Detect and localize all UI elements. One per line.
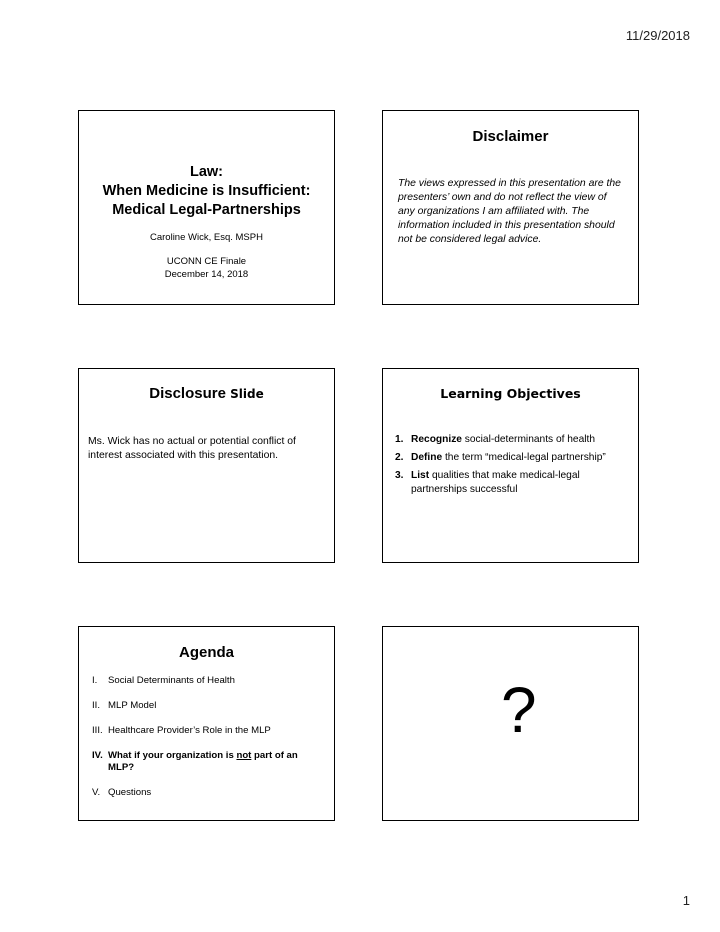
slide-disclosure — [78, 368, 335, 563]
agenda-text: Healthcare Provider’s Role in the MLP — [108, 725, 271, 736]
objective-number: 2. — [395, 452, 404, 463]
author: Caroline Wick, Esq. MSPH — [150, 232, 263, 243]
disclosure-heading-main: Disclosure — [149, 385, 226, 402]
event-name: UCONN CE Finale — [166, 256, 247, 267]
objective-text: social-determinants of health — [461, 434, 596, 445]
disclaimer-text: The views expressed in this presentation are the presenters’ own and do not reflect the view of any organizations I am affiliated with. The information included in this presentation should not be considered legal advice. — [398, 178, 621, 245]
agenda-item — [92, 750, 326, 774]
agenda-numeral: I. — [92, 675, 98, 686]
objective-number: 3. — [395, 470, 404, 481]
title-line-2: When Medicine is Insufficient: — [102, 183, 311, 199]
agenda-heading: Agenda — [178, 644, 234, 661]
title-block — [79, 163, 334, 281]
agenda-numeral: V. — [92, 787, 101, 798]
agenda-text: Questions — [108, 787, 152, 798]
agenda-item — [92, 675, 326, 687]
slide-disclaimer — [382, 110, 639, 305]
agenda-numeral: IV. — [92, 750, 103, 761]
agenda-item — [92, 700, 326, 712]
event-info — [79, 255, 334, 281]
event-date: December 14, 2018 — [164, 269, 249, 280]
objective-keyword: Recognize — [411, 434, 462, 445]
agenda-emphasis: not — [236, 750, 252, 761]
slide-title — [78, 110, 335, 305]
agenda-text: MLP Model — [108, 700, 157, 711]
agenda-text: Social Determinants of Health — [108, 675, 235, 686]
agenda-item — [92, 787, 326, 799]
slide-questions — [382, 626, 639, 821]
objective-keyword: List — [411, 470, 430, 481]
objectives-list — [395, 433, 630, 501]
header-date: 11/29/2018 — [625, 28, 690, 43]
agenda-item — [92, 725, 326, 737]
objective-text: qualities that make medical-legal partnerships successful — [411, 470, 580, 495]
slide-agenda — [78, 626, 335, 821]
objective-number: 1. — [395, 434, 404, 445]
question-mark: ? — [501, 674, 537, 746]
agenda-list — [92, 675, 326, 812]
objective-keyword: Define — [411, 452, 443, 463]
page-number: 1 — [682, 893, 690, 908]
title-line-1: Law: — [189, 164, 224, 180]
objective-item — [395, 433, 630, 447]
agenda-text: What if your organization is — [108, 750, 237, 761]
objective-item — [395, 451, 630, 465]
agenda-numeral: II. — [92, 700, 100, 711]
agenda-numeral: III. — [92, 725, 103, 736]
disclosure-text: Ms. Wick has no actual or potential conflict of interest associated with this presentation. — [88, 436, 296, 461]
disclosure-heading — [79, 385, 334, 402]
slide-learning-objectives — [382, 368, 639, 563]
agenda-text-end: part of an MLP? — [108, 750, 298, 773]
disclosure-heading-suffix: Slide — [230, 387, 264, 401]
objectives-heading: Learning Objectives — [440, 386, 581, 401]
title-line-3: Medical Legal-Partnerships — [112, 202, 301, 218]
disclaimer-heading: Disclaimer — [472, 128, 549, 145]
objective-text: the term “medical-legal partnership” — [442, 452, 606, 463]
objective-item — [395, 469, 630, 497]
